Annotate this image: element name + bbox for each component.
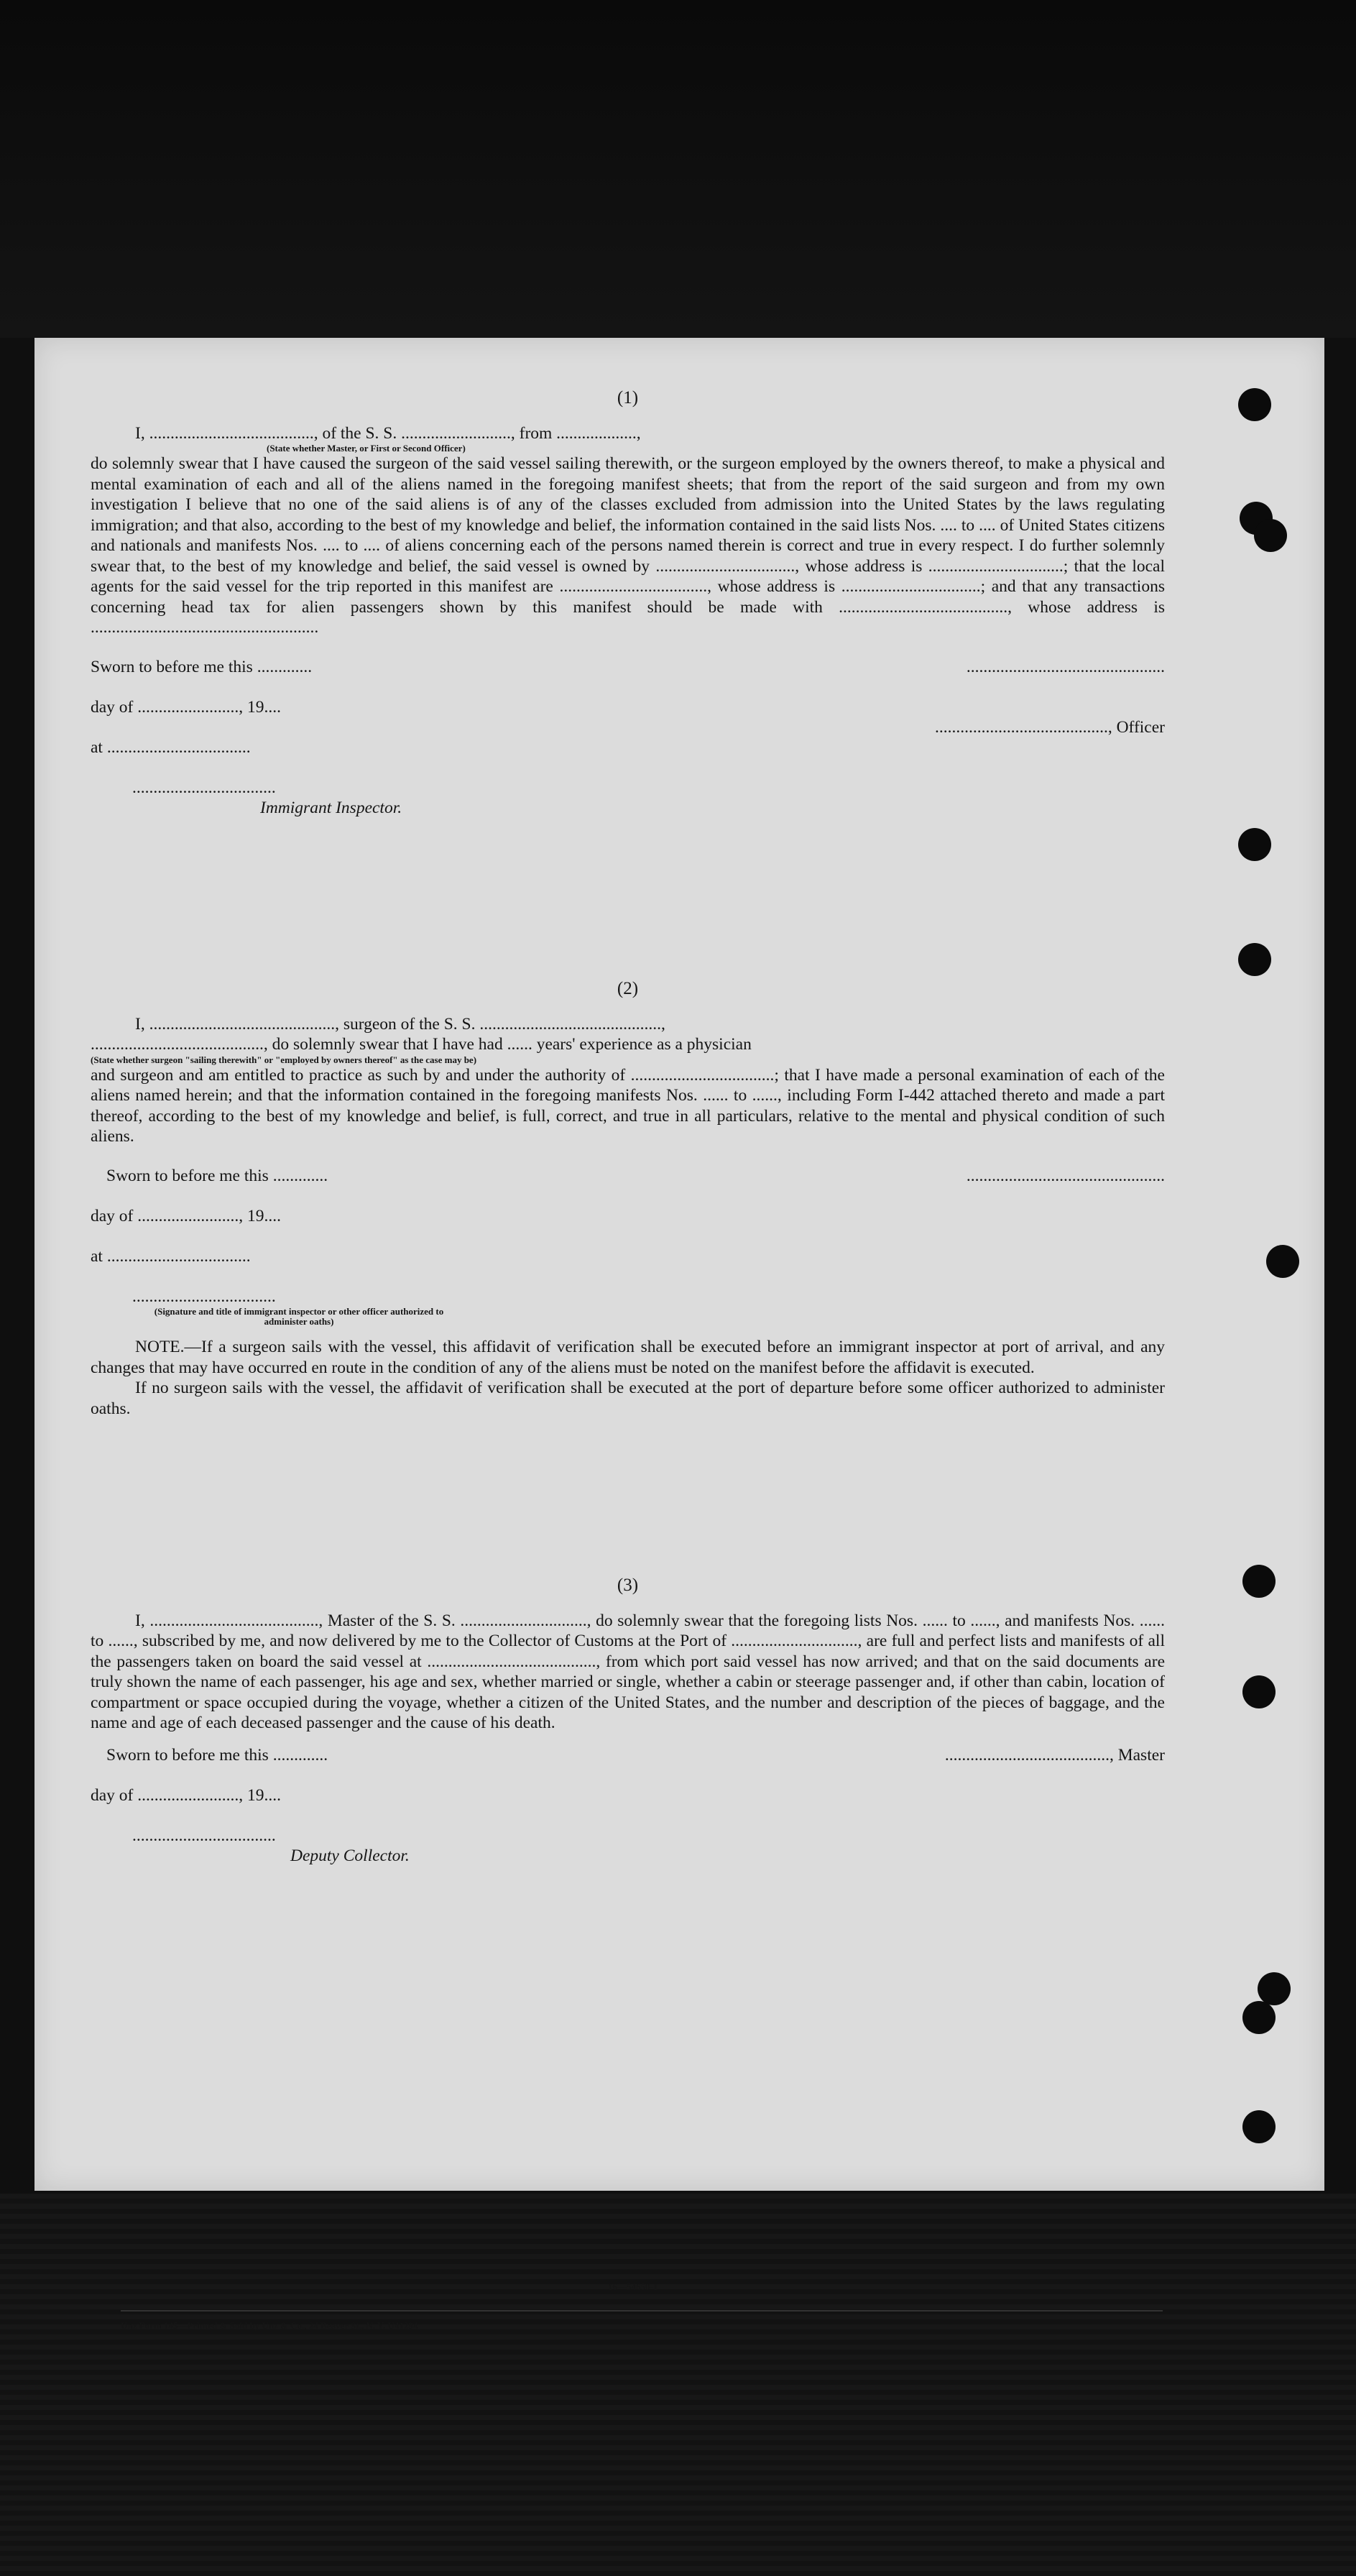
punch-hole: [1242, 2001, 1276, 2034]
form-number: 16—54650-1: [608, 2281, 658, 2292]
day-text: day of ........................, 19....: [91, 697, 282, 717]
at-text: at ..................................: [91, 1246, 251, 1266]
day-text: day of ........................, 19....: [91, 1785, 282, 1805]
day-row: [91, 1785, 1165, 1826]
document-page: [34, 338, 1324, 2331]
sworn-row: [91, 1745, 1165, 1785]
punch-hole: [1266, 1245, 1299, 1278]
scan-background-top: [0, 0, 1356, 338]
inspector-title: Immigrant Inspector.: [260, 799, 402, 817]
footer-rule: [121, 2310, 1163, 2312]
field-note: (State whether Master, or First or Second Officer): [267, 443, 466, 454]
oath-body: do solemnly swear that I have caused the surgeon of the said vessel sailing therewith, or the surgeon employed by the owners thereof, to make a physical and mental examination of each and all of the aliens named in the foregoing manifest sheets; that from the report of the said surgeon and from my own investigation I believe that no one of the said aliens is of any of the classes excluded from admission into the United States by the laws regulating immigration; and that also, according to the best of my knowledge and belief, the information contained in the said lists Nos. .... to .... of United States citizens and nationals and manifests Nos. .... to .... of aliens concerning each of the persons named therein is correct and true in every respect. I do further solemnly swear that, to the best of my knowledge and belief, the said vessel is owned by ................................., whose address is ................................; that the local agents for the said vessel for the trip reported in this manifest are ..................................., whose address is .................................; and that any transactions concerning head tax for alien passengers shown by this manifest should be made with ........................................, whose address is ......................................................: [91, 454, 1165, 637]
collector-title: Deputy Collector.: [290, 1846, 410, 1865]
day-text: day of ........................, 19....: [91, 1206, 282, 1225]
at-row: [91, 737, 1165, 778]
sworn-text: Sworn to before me this .............: [106, 1745, 328, 1765]
surgeon-experience-line: ........................................., do solemnly swear that I have had ...... years' experience as a physician: [91, 1035, 752, 1054]
section-number: (1): [617, 388, 639, 408]
surgeon-declaration-line: I, ............................................, surgeon of the S. S. ...........................................,: [135, 1014, 665, 1034]
master-declaration-line: I, ......................................., of the S. S. .........................., from ...................,: [135, 423, 641, 443]
punch-hole: [1242, 2110, 1276, 2143]
officer-signature-line: ........................................., Officer: [934, 717, 1165, 737]
master-signature-line: ......................................., Master: [944, 1745, 1165, 1765]
section-1: [91, 388, 1165, 819]
note-paragraph: NOTE.—If a surgeon sails with the vessel, this affidavit of verification shall be executed before an immigrant inspector at port of arrival, and any changes that may have occurred en route in the condition of any of the aliens must be noted on the manifest before the affidavit is executed.: [91, 1338, 1165, 1377]
oath-body: and surgeon and am entitled to practice as such by and under the authority of ..................................; that I have made a personal examination of each of the aliens named herein; and that the information contained in the foregoing manifests Nos. ...... to ......, including Form I-442 attached thereto and made a part thereof, according to the best of my knowledge and belief, is full, correct, and true in all particulars, relative to the mental and physical condition of such aliens.: [91, 1065, 1165, 1146]
oath-body: I, ........................................, Master of the S. S. .............................., do solemnly swear that the foregoing lists Nos. ...... to ......, and manifests Nos. ...... to ......, subscribed by me, and now delivered by me to the Collector of Customs at the Port of .............................., are full and perfect lists and manifests of all the passengers taken on board the said vessel at ........................................, from which port said vessel has now arrived; and that on the said documents are truly shown the name of each passenger, his age and sex, whether married or single, whether a cabin or steerage passenger and, if other than cabin, location of compartment or space occupied during the voyage, whether a citizen of the United States, and the number and description of the pieces of baggage, and the name and age of each deceased passenger and the cause of his death.: [91, 1611, 1165, 1732]
punch-hole: [1254, 519, 1287, 552]
sworn-row: [91, 1166, 1165, 1206]
sworn-text: Sworn to before me this .............: [91, 657, 313, 676]
at-row: [91, 1246, 1165, 1287]
section-number: (2): [617, 979, 639, 998]
collector-signature-line: ..................................: [132, 1826, 276, 1845]
scan-background-bottom: [0, 2194, 1356, 2576]
punch-hole: [1242, 1565, 1276, 1598]
officer-row: [91, 717, 1165, 737]
day-row: [91, 1206, 1165, 1246]
day-row: [91, 697, 1165, 717]
punch-hole: [1242, 1675, 1276, 1708]
at-text: at ..................................: [91, 737, 251, 757]
note-paragraph: If no surgeon sails with the vessel, the affidavit of verification shall be executed at the port of departure before some officer authorized to administer oaths.: [91, 1379, 1165, 1418]
signature-note: (Signature and title of immigrant inspector or other officer authorized to administer oaths): [154, 1306, 444, 1327]
section-2: [91, 979, 1165, 1419]
inspector-signature-line: ..................................: [132, 778, 276, 797]
section-3: [91, 1576, 1165, 1867]
punch-hole: [1258, 1972, 1291, 2005]
section-number: (3): [617, 1576, 639, 1595]
printer-footer: Unz Form 145—Printed & Sold by Unz & Co., 24 Beaver St., N. Y. U41294: [121, 2320, 418, 2331]
punch-hole: [1238, 828, 1271, 861]
sworn-text: Sworn to before me this .............: [106, 1166, 328, 1185]
punch-hole: [1238, 388, 1271, 421]
sworn-row: [91, 657, 1165, 697]
inspector-signature-line: ..................................: [132, 1287, 276, 1306]
signature-line: ...............................................: [966, 657, 1165, 676]
signature-line: ...............................................: [966, 1166, 1165, 1185]
punch-hole: [1238, 943, 1271, 976]
field-note: (State whether surgeon "sailing therewith" or "employed by owners thereof" as the case may be): [91, 1054, 477, 1065]
